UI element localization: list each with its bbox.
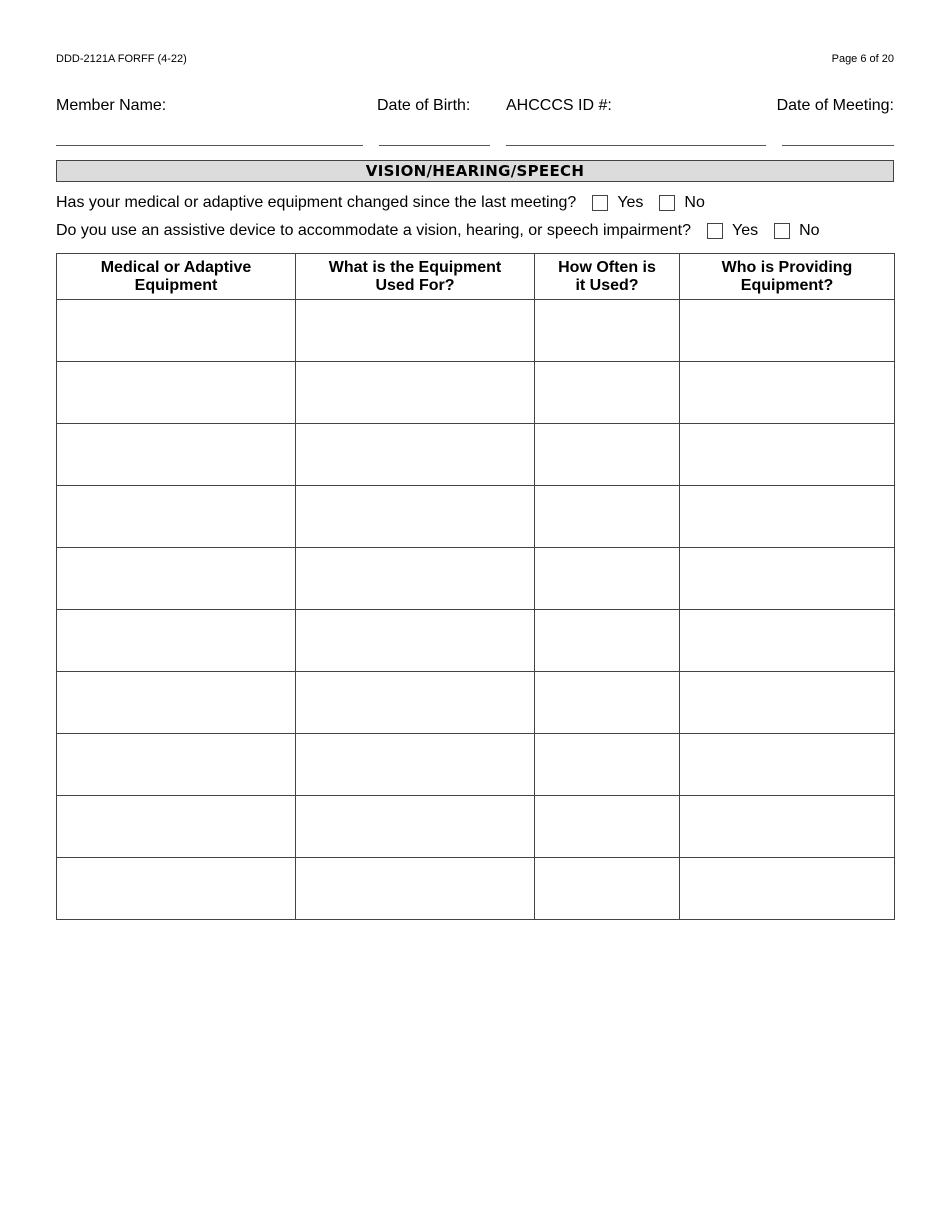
table-row [57, 362, 895, 424]
table-row [57, 548, 895, 610]
yes-option[interactable] [707, 222, 758, 240]
cell-how-often[interactable] [535, 362, 680, 424]
question-text: Do you use an assistive device to accommodate a vision, hearing, or speech impairment? [56, 222, 691, 239]
cell-used-for[interactable] [296, 548, 535, 610]
no-checkbox[interactable] [659, 195, 675, 211]
no-option[interactable] [659, 194, 704, 212]
page-number: Page 6 of 20 [831, 53, 894, 65]
date-of-meeting-field[interactable] [782, 145, 894, 146]
cell-how-often[interactable] [535, 734, 680, 796]
date-of-birth-label: Date of Birth: [377, 97, 471, 114]
cell-provider[interactable] [680, 548, 895, 610]
member-name-label: Member Name: [56, 97, 167, 114]
ahcccs-id-field[interactable] [506, 145, 766, 146]
header-provider: Who is Providing Equipment? [680, 254, 895, 300]
table-row [57, 610, 895, 672]
table-row [57, 300, 895, 362]
header-how-often: How Often is it Used? [535, 254, 680, 300]
date-of-meeting-label: Date of Meeting: [776, 97, 894, 114]
cell-how-often[interactable] [535, 300, 680, 362]
equipment-table [56, 253, 895, 920]
no-label: No [799, 222, 820, 239]
cell-used-for[interactable] [296, 486, 535, 548]
cell-provider[interactable] [680, 362, 895, 424]
cell-provider[interactable] [680, 424, 895, 486]
question-assistive-device [56, 222, 836, 240]
cell-used-for[interactable] [296, 424, 535, 486]
cell-provider[interactable] [680, 610, 895, 672]
cell-used-for[interactable] [296, 672, 535, 734]
date-of-birth-field[interactable] [379, 145, 490, 146]
cell-used-for[interactable] [296, 300, 535, 362]
member-name-field[interactable] [56, 145, 363, 146]
cell-equipment[interactable] [57, 858, 296, 920]
table-row [57, 858, 895, 920]
cell-provider[interactable] [680, 672, 895, 734]
yes-label: Yes [732, 222, 759, 239]
question-text: Has your medical or adaptive equipment changed since the last meeting? [56, 194, 577, 211]
cell-equipment[interactable] [57, 734, 296, 796]
cell-how-often[interactable] [535, 672, 680, 734]
cell-used-for[interactable] [296, 858, 535, 920]
cell-provider[interactable] [680, 734, 895, 796]
cell-provider[interactable] [680, 486, 895, 548]
cell-equipment[interactable] [57, 362, 296, 424]
cell-how-often[interactable] [535, 858, 680, 920]
cell-how-often[interactable] [535, 548, 680, 610]
table-body [57, 300, 895, 920]
no-label: No [684, 194, 705, 211]
form-id: DDD-2121A FORFF (4-22) [56, 53, 187, 65]
cell-equipment[interactable] [57, 486, 296, 548]
cell-used-for[interactable] [296, 610, 535, 672]
question-equipment-changed [56, 194, 721, 212]
cell-equipment[interactable] [57, 300, 296, 362]
ahcccs-id-label: AHCCCS ID #: [506, 97, 612, 114]
yes-label: Yes [617, 194, 644, 211]
table-row [57, 672, 895, 734]
cell-provider[interactable] [680, 300, 895, 362]
table-row [57, 734, 895, 796]
cell-how-often[interactable] [535, 486, 680, 548]
table-header-row [57, 254, 895, 300]
cell-how-often[interactable] [535, 610, 680, 672]
cell-how-often[interactable] [535, 424, 680, 486]
cell-provider[interactable] [680, 858, 895, 920]
yes-checkbox[interactable] [707, 223, 723, 239]
cell-used-for[interactable] [296, 796, 535, 858]
cell-used-for[interactable] [296, 362, 535, 424]
cell-provider[interactable] [680, 796, 895, 858]
table-row [57, 486, 895, 548]
header-equipment: Medical or Adaptive Equipment [57, 254, 296, 300]
cell-equipment[interactable] [57, 610, 296, 672]
no-checkbox[interactable] [774, 223, 790, 239]
no-option[interactable] [774, 222, 819, 240]
table-row [57, 424, 895, 486]
yes-checkbox[interactable] [592, 195, 608, 211]
header-used-for: What is the Equipment Used For? [296, 254, 535, 300]
cell-used-for[interactable] [296, 734, 535, 796]
table-row [57, 796, 895, 858]
yes-option[interactable] [592, 194, 643, 212]
cell-equipment[interactable] [57, 672, 296, 734]
cell-equipment[interactable] [57, 548, 296, 610]
cell-equipment[interactable] [57, 796, 296, 858]
cell-equipment[interactable] [57, 424, 296, 486]
cell-how-often[interactable] [535, 796, 680, 858]
section-title: VISION/HEARING/SPEECH [56, 160, 894, 182]
